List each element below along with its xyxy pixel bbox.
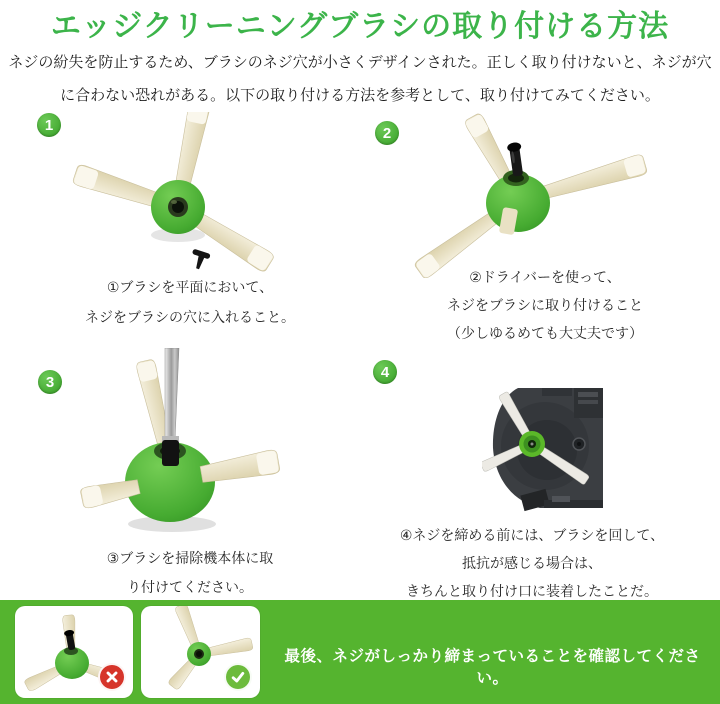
step-4-vacuum-underside-photo bbox=[482, 384, 607, 514]
page-title: エッジクリーニングブラシの取り付ける方法 bbox=[50, 10, 670, 43]
step-1-number-badge: 1 bbox=[37, 113, 61, 137]
screwdriver-collet bbox=[162, 440, 179, 466]
step-4-caption-line: ④ネジを締める前には、ブラシを回して、 bbox=[399, 527, 665, 543]
step-4-number-badge: 4 bbox=[373, 360, 397, 384]
step-2-caption-line: ②ドライバーを使って、 bbox=[469, 269, 621, 285]
step-2-caption-line: ネジをブラシに取り付けること bbox=[447, 297, 643, 313]
intro-text-line: に合わない恐れがある。以下の取り付ける方法を参考として、取り付けてみてください。 bbox=[60, 87, 660, 104]
step-1-caption-line: ネジをブラシの穴に入れること。 bbox=[85, 309, 295, 325]
check-mark-icon bbox=[224, 663, 252, 691]
step-1-caption-line: ①ブラシを平面において、 bbox=[106, 279, 274, 295]
step-2-caption-line: （少しゆるめても大丈夫です） bbox=[447, 325, 643, 341]
step-3-caption-line: ③ブラシを掃除機本体に取 bbox=[106, 550, 274, 566]
step-2-number-badge: 2 bbox=[375, 121, 399, 145]
step-3-number-badge: 3 bbox=[38, 370, 62, 394]
x-mark-icon bbox=[98, 663, 126, 691]
step-3-brush-screwdriver-photo bbox=[62, 348, 302, 538]
step-2-brush-upright-photo bbox=[413, 110, 703, 278]
step-1-brush-flat-photo bbox=[48, 112, 318, 282]
step-3-caption-line: り付けてください。 bbox=[127, 579, 253, 595]
step-4-caption-line: きちんと取り付け口に装着したことだ。 bbox=[406, 583, 658, 599]
step-4-caption-line: 抵抗が感じる場合は、 bbox=[462, 555, 602, 571]
footer-message: 最後、ネジがしっかり締まっていることを確認してください。 bbox=[284, 648, 701, 687]
intro-text-line: ネジの紛失を防止するため、ブラシのネジ穴が小さくデザインされた。正しく取り付けないと、ネジが穴 bbox=[8, 54, 712, 71]
screw-icon bbox=[188, 249, 211, 272]
